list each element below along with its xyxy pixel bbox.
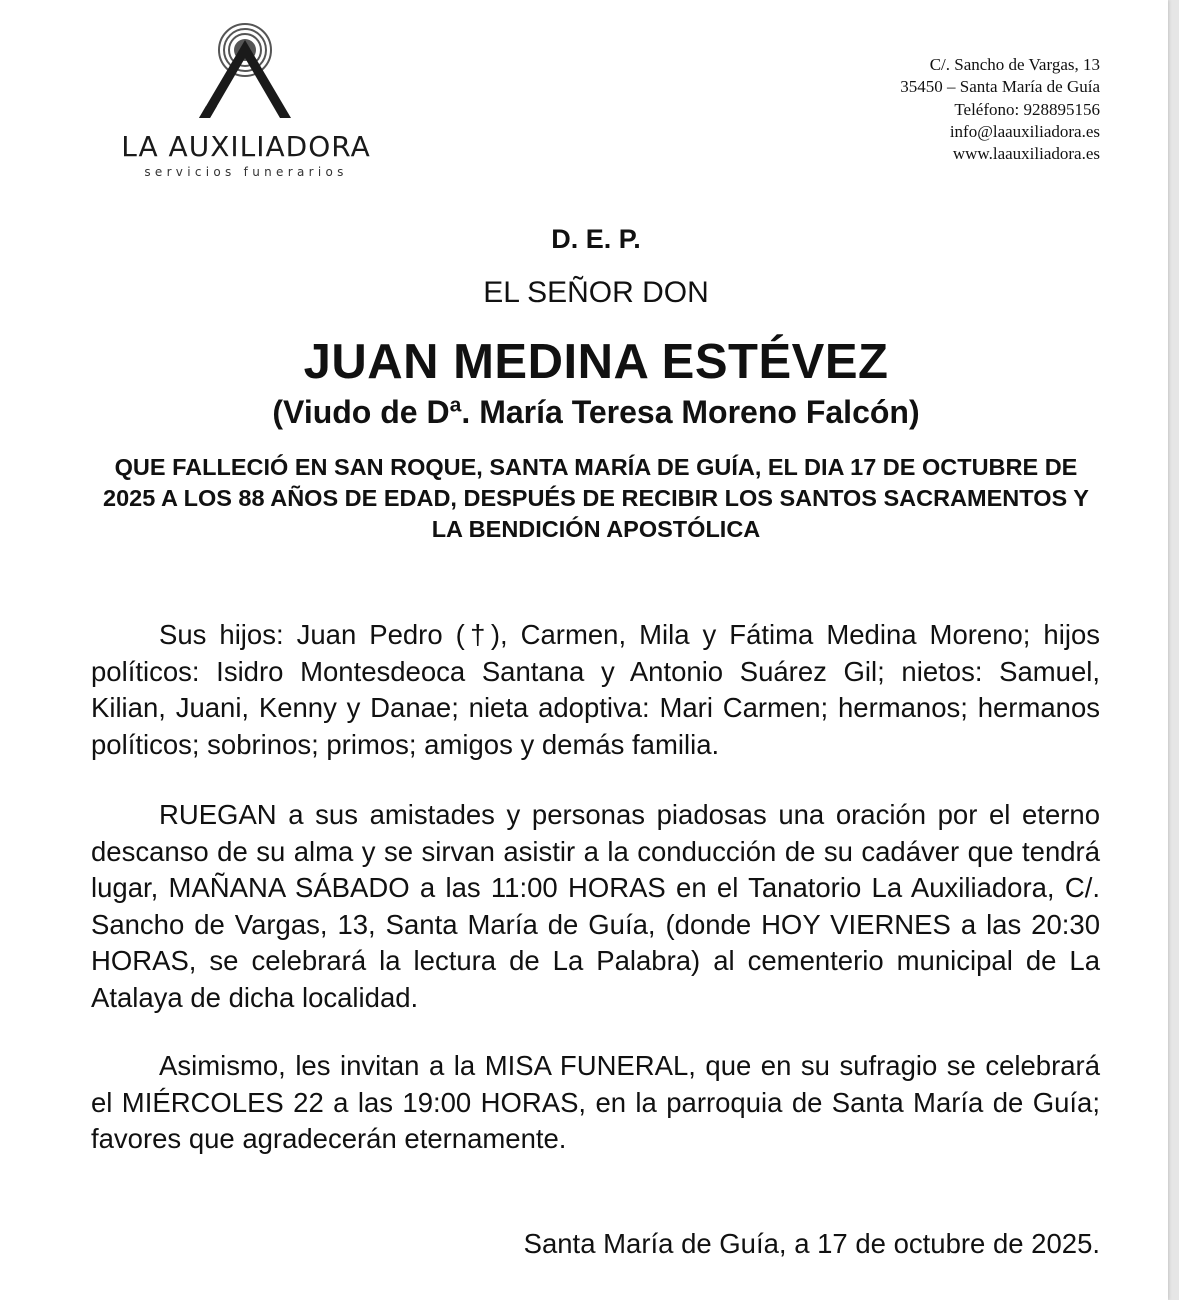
- contact-web: www.laauxiliadora.es: [952, 144, 1100, 164]
- honorific-title: EL SEÑOR DON: [483, 276, 709, 309]
- logo-mark-icon: [195, 22, 295, 120]
- request-paragraph: RUEGAN a sus amistades y personas piadosas una oración por el eterno descanso de su alma y se sirvan asistir a la conducción de su cadáver que tendrá lugar, MAÑANA SÁBADO a las 11:00 HORAS en el Tanatorio La Auxiliadora, C/. Sancho de Vargas, 13, Santa María de Guía, (donde HOY VIERNES a las 20:30 HORAS, se celebrará la lectura de La Palabra) al cementerio municipal de La Atalaya de dicha localidad.: [91, 799, 1100, 1013]
- contact-block: [900, 54, 1100, 165]
- brand-name: LA AUXILIADORA: [121, 130, 371, 163]
- mass-paragraph: Asimismo, les invitan a la MISA FUNERAL, que en su sufragio se celebrará el MIÉRCOLES 22 a las 19:00 HORAS, en la parroquia de Santa María de Guía; favores que agradecerán eternamente.: [91, 1050, 1100, 1154]
- contact-city: 35450 – Santa María de Guía: [900, 77, 1100, 97]
- company-logo: [80, 20, 410, 185]
- contact-address: C/. Sancho de Vargas, 13: [929, 55, 1100, 74]
- family-paragraph: Sus hijos: Juan Pedro (†), Carmen, Mila y Fátima Medina Moreno; hijos políticos: Isidro Montesdeoca Santana y Antonio Suárez Gil; nietos: Samuel, Kilian, Juani, Kenny y Danae; nieta adoptiva: Mari Carmen; hermanos; hermanos políticos; sobrinos; primos; amigos y demás familia.: [91, 619, 1100, 760]
- death-notice: QUE FALLECIÓ EN SAN ROQUE, SANTA MARÍA DE GUÍA, EL DIA 17 DE OCTUBRE DE 2025 A LOS 88 AÑOS DE EDAD, DESPUÉS DE RECIBIR LOS SANTOS SACRAMENTOS Y LA BENDICIÓN APOSTÓLICA: [103, 454, 1089, 542]
- brand-tagline: servicios funerarios: [144, 165, 348, 179]
- contact-phone: Teléfono: 928895156: [954, 99, 1100, 119]
- contact-email: info@laauxiliadora.es: [949, 121, 1100, 141]
- widow-of-line: (Viudo de Dª. María Teresa Moreno Falcón): [272, 394, 920, 430]
- closing-date-line: Santa María de Guía, a 17 de octubre de 2025.: [523, 1228, 1100, 1259]
- dep-heading: D. E. P.: [551, 224, 641, 254]
- deceased-name: JUAN MEDINA ESTÉVEZ: [303, 335, 889, 389]
